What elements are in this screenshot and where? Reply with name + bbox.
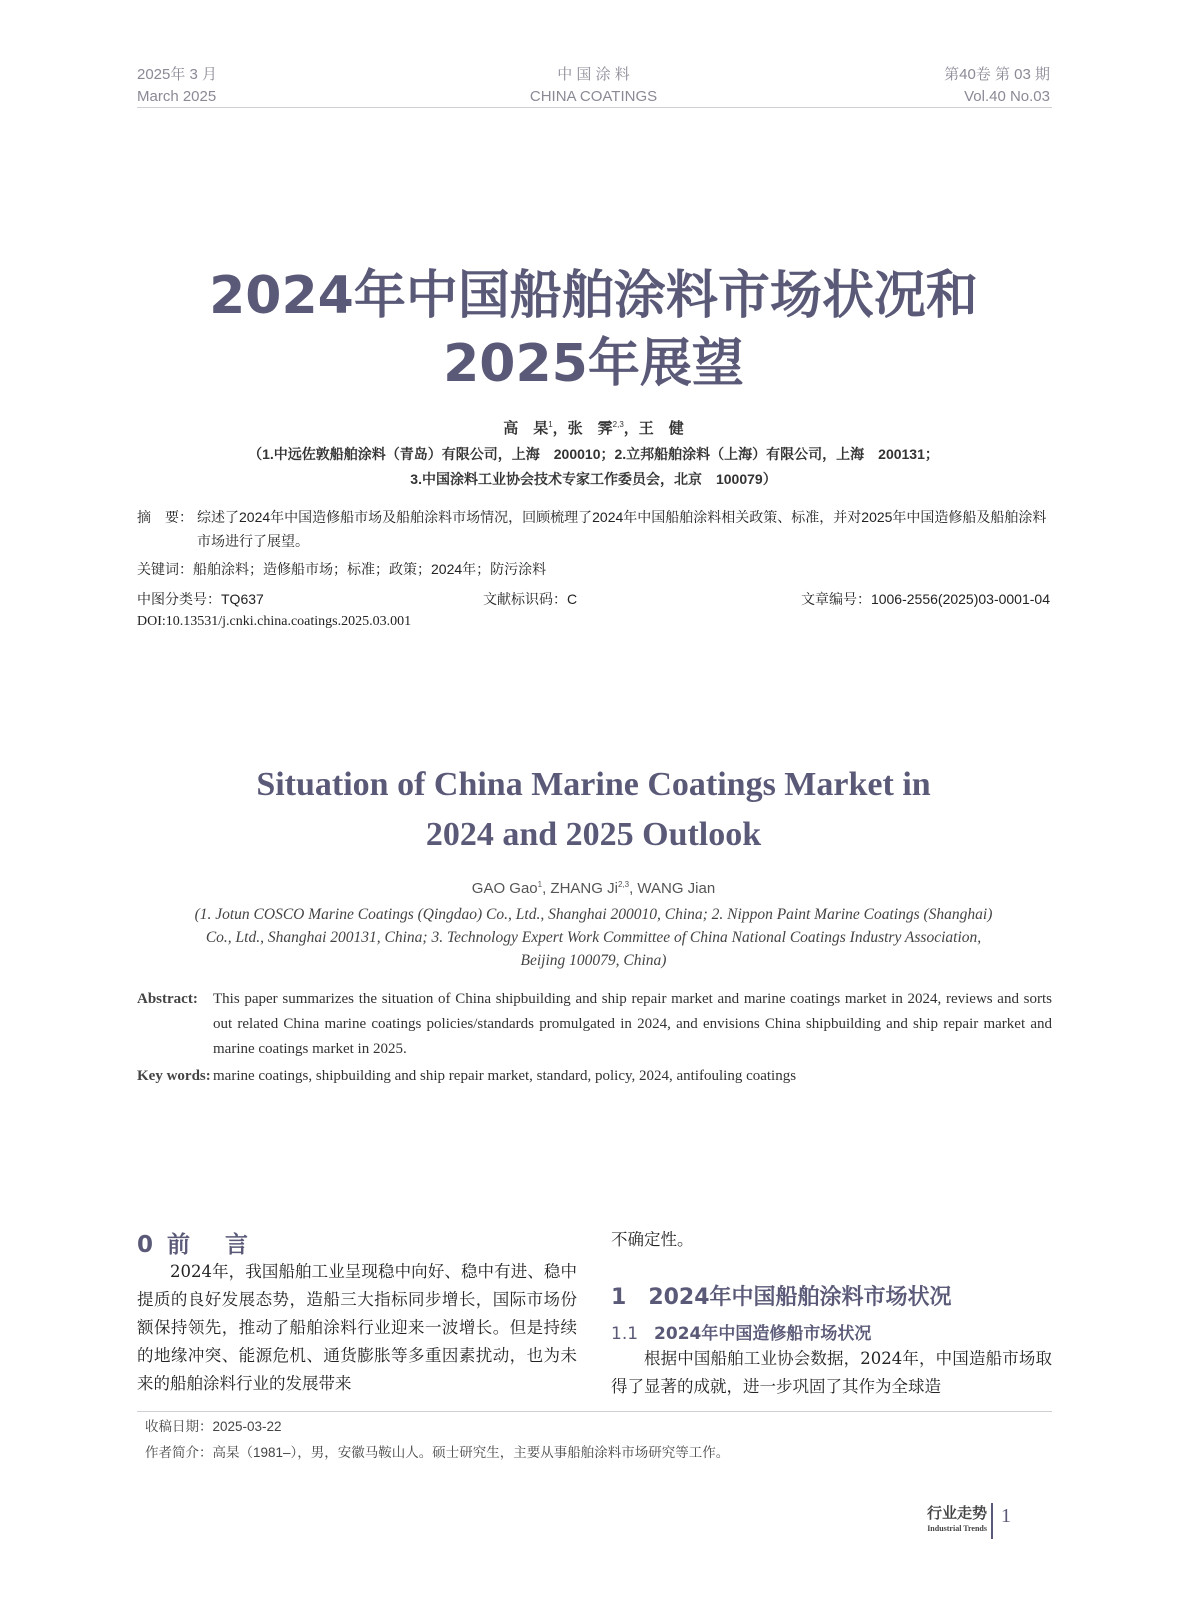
section-1-1-number: 1.1 bbox=[611, 1324, 639, 1344]
footnote-received-date: 收稿日期：2025-03-22 bbox=[145, 1419, 282, 1434]
author-3-en: , WANG Jian bbox=[629, 880, 716, 897]
header-date-en: March 2025 bbox=[137, 88, 217, 105]
author-2-affil-cn: 2,3 bbox=[612, 420, 624, 429]
article-number: 文章编号：1006-2556(2025)03-0001-04 bbox=[800, 591, 1050, 607]
section-1-1-heading bbox=[611, 1319, 871, 1344]
authors-en bbox=[0, 880, 1187, 897]
section-brand-cn: 行业走势 bbox=[926, 1505, 987, 1522]
abstract-cn-text: 综述了2024年中国造修船市场及船舶涂料市场情况，回顾梳理了2024年中国船舶涂料相关政策、标准，并对2025年中国造修船及船舶涂料市场进行了展望。 bbox=[197, 509, 1047, 549]
section-1-1-paragraph: 根据中国船舶工业协会数据，2024年，中国造船市场取得了显著的成就，进一步巩固了其作为全球造 bbox=[611, 1349, 1052, 1396]
affiliation-en-line3: Beijing 100079, China) bbox=[520, 952, 667, 969]
paper-title-en-line2: 2024 and 2025 Outlook bbox=[425, 816, 762, 853]
doi[interactable]: DOI:10.13531/j.cnki.china.coatings.2025.03.001 bbox=[137, 614, 412, 629]
author-1-en: GAO Gao bbox=[471, 880, 538, 897]
author-1-cn: 高 杲 bbox=[503, 420, 549, 437]
header-divider bbox=[137, 107, 1052, 108]
header-volume-cn: 第40卷 第 03 期 bbox=[944, 66, 1050, 83]
affiliation-en-line2: Co., Ltd., Shanghai 200131, China; 3. Technology Expert Work Committee of China National Coatings Industry Association, bbox=[205, 929, 982, 946]
author-2-cn: ，张 霁 bbox=[552, 420, 613, 437]
section-1-number: 1 bbox=[611, 1285, 627, 1310]
section-0-number: 0 bbox=[137, 1232, 154, 1258]
affiliations-en bbox=[140, 903, 1047, 972]
paper-title-cn bbox=[0, 262, 1187, 398]
section-brand-en: Industrial Trends bbox=[927, 1524, 987, 1533]
paper-title-cn-line2: 2025年展望 bbox=[443, 334, 744, 394]
affiliations-cn bbox=[0, 442, 1187, 492]
document-code: 文献标识码：C bbox=[483, 591, 578, 607]
header-volume-en: Vol.40 No.03 bbox=[964, 88, 1050, 105]
header-journal-en: CHINA COATINGS bbox=[529, 88, 658, 105]
author-2-en: , ZHANG Ji bbox=[542, 880, 618, 897]
footnote-divider bbox=[137, 1411, 1052, 1412]
keywords-en-text: marine coatings, shipbuilding and ship repair market, standard, policy, 2024, antifouling coatings bbox=[213, 1068, 797, 1084]
section-0-paragraph: 2024年，我国船舶工业呈现稳中向好、稳中有进、稳中提质的良好发展态势，造船三大指标同步增长，国际市场份额保持领先，推动了船舶涂料行业迎来一波增长。但是持续的地缘冲突、能源危机、通货膨胀等多重因素扰动，也为未来的船舶涂料行业的发展带来 bbox=[137, 1262, 577, 1393]
page-number: 1 bbox=[1001, 1505, 1011, 1527]
keywords-cn: 关键词：船舶涂料；造修船市场；标准；政策；2024年；防污涂料 bbox=[137, 561, 547, 577]
section-1-title: 2024年中国船舶涂料市场状况 bbox=[648, 1285, 952, 1310]
abstract-cn-label: 摘 要： bbox=[137, 509, 193, 525]
header-journal-cn: 中 国 涂 料 bbox=[557, 66, 630, 83]
affiliation-en-line1: (1. Jotun COSCO Marine Coatings (Qingdao) Co., Ltd., Shanghai 200010, China; 2. Nippon Paint Marine Coatings (Shanghai) bbox=[194, 906, 993, 923]
section-0-title: 前 言 bbox=[167, 1232, 255, 1258]
abstract-en-label: Abstract: bbox=[137, 991, 198, 1007]
author-3-cn: ，王 健 bbox=[623, 420, 684, 437]
paper-title-en-line1: Situation of China Marine Coatings Market in bbox=[256, 766, 931, 803]
footer-divider bbox=[991, 1503, 993, 1539]
header-date-cn: 2025年 3 月 bbox=[137, 66, 218, 83]
col2-continuation: 不确定性。 bbox=[611, 1230, 694, 1249]
header-volume bbox=[944, 64, 1050, 108]
affiliation-cn-line1: （1.中远佐敦船舶涂料（青岛）有限公司，上海 200010；2.立邦船舶涂料（上海）有限公司，上海 200131； bbox=[248, 446, 939, 462]
footnote-author-bio: 作者简介：高杲（1981–），男，安徽马鞍山人。硕士研究生，主要从事船舶涂料市场研究等工作。 bbox=[145, 1445, 730, 1460]
paper-title-en bbox=[0, 760, 1187, 860]
keywords-en-label: Key words: bbox=[137, 1068, 211, 1084]
author-1-affil-cn: 1 bbox=[548, 420, 553, 429]
section-0-heading bbox=[137, 1226, 254, 1259]
section-1-heading bbox=[611, 1280, 952, 1311]
abstract-en-text: This paper summarizes the situation of China shipbuilding and ship repair market and marine coatings market in 2024, reviews and sorts out related China marine coatings policies/standards promulgated in 2024, and envisions China shipbuilding and ship repair market and marine coatings market in 2025. bbox=[213, 991, 1052, 1057]
author-2-affil-en: 2,3 bbox=[617, 880, 630, 889]
clc-number: 中图分类号：TQ637 bbox=[137, 591, 264, 607]
paper-title-cn-line1: 2024年中国船舶涂料市场状况和 bbox=[209, 266, 978, 326]
section-1-1-title: 2024年中国造修船市场状况 bbox=[654, 1324, 872, 1344]
author-1-affil-en: 1 bbox=[537, 880, 543, 889]
authors-cn bbox=[0, 417, 1187, 438]
affiliation-cn-line2: 3.中国涂料工业协会技术专家工作委员会，北京 100079） bbox=[410, 471, 777, 487]
